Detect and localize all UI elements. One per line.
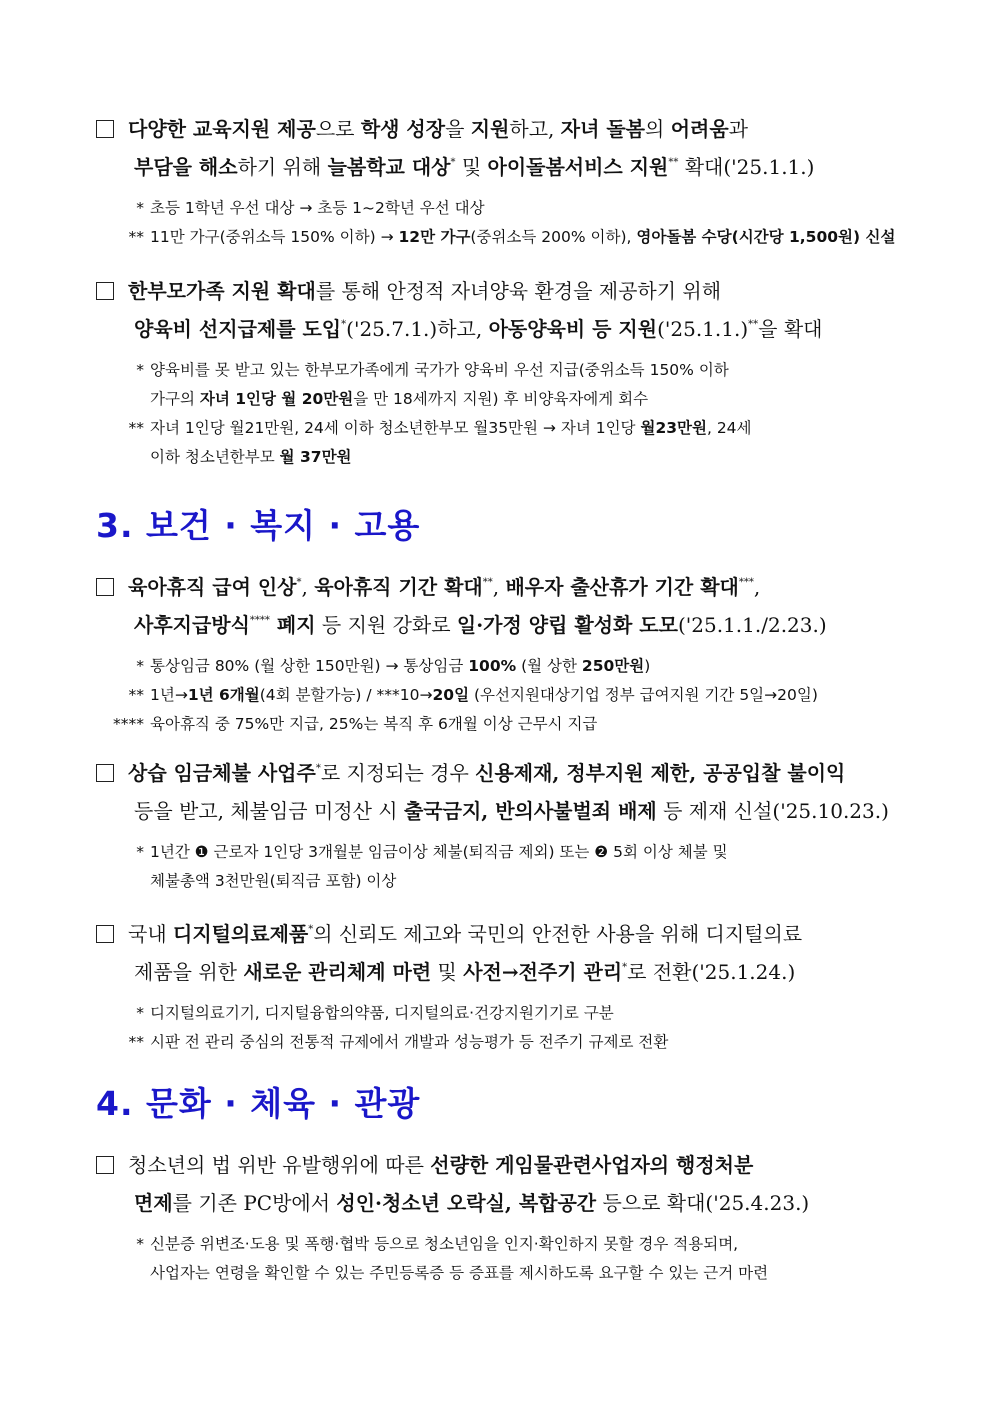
item-line-2 xyxy=(96,606,896,644)
text-span: , xyxy=(492,575,506,599)
text-span: 를 기존 PC방에서 xyxy=(172,1191,337,1215)
footnote-marker: * xyxy=(308,924,314,935)
text-span: 으로 xyxy=(315,117,361,141)
footnote xyxy=(96,194,896,223)
footnote-marker: * xyxy=(296,577,302,588)
text-span: 양육비를 못 받고 있는 한부모가족에게 국가가 양육비 우선 지급(중위소득 150% 이하 xyxy=(150,361,729,379)
bold-text: 새로운 관리체계 마련 xyxy=(243,960,432,984)
text-span: 확대('25.1.1.) xyxy=(678,155,815,179)
text-span: 자녀 1인당 월21만원, 24세 이하 청소년한부모 월35만원 → 자녀 1인당 xyxy=(150,419,641,437)
text-span: , xyxy=(753,575,761,599)
item-line-2 xyxy=(96,792,896,830)
footnote xyxy=(96,710,896,739)
footnote xyxy=(96,223,896,252)
text-span: (우선지원대상기업 정부 급여지원 기간 5일→20일) xyxy=(469,686,818,704)
bold-text: 월 37만원 xyxy=(279,448,352,466)
text-span: 이하 청소년한부모 xyxy=(150,448,280,466)
item-game-business xyxy=(96,1146,896,1288)
checkbox-square-icon xyxy=(96,925,114,943)
text-span: 등을 받고, 체불임금 미정산 시 xyxy=(134,799,404,823)
text-span: 통상임금 80% (월 상한 150만원) → 통상임금 xyxy=(150,657,469,675)
bold-text: 한부모가족 지원 확대 xyxy=(128,279,316,303)
item-line-2 xyxy=(96,310,896,348)
bold-text: 20일 xyxy=(432,686,470,704)
bold-text: 아이돌봄서비스 지원 xyxy=(487,155,669,179)
footnote-continuation xyxy=(150,385,896,414)
bold-text: 상습 임금체불 사업주 xyxy=(128,761,316,785)
item-line-1 xyxy=(128,1153,753,1177)
bold-text: 1년 6개월 xyxy=(187,686,260,704)
bold-text: 성인·청소년 오락실, 복합공간 xyxy=(336,1191,597,1215)
text-span: 의 xyxy=(645,117,671,141)
footnote-marker: * xyxy=(315,763,321,774)
bold-text: 선량한 게임물관련사업자의 행정처분 xyxy=(430,1153,754,1177)
bold-text: 배우자 출산휴가 기간 확대 xyxy=(505,575,739,599)
footnote-list xyxy=(96,194,896,252)
footnote-mark: ** xyxy=(128,419,144,437)
text-span: 및 xyxy=(455,155,488,179)
text-span: 시판 전 관리 중심의 전통적 규제에서 개발과 성능평가 등 전주기 규제로 전환 xyxy=(150,1033,669,1051)
item-line-1 xyxy=(128,761,845,785)
item-line-1 xyxy=(128,279,721,303)
footnote-continuation xyxy=(150,1259,896,1288)
bold-text: 사후지급방식 xyxy=(134,613,250,637)
footnote-continuation xyxy=(150,443,896,472)
text-span: (월 상한 xyxy=(516,657,582,675)
text-span: 로 전환('25.1.24.) xyxy=(627,960,796,984)
bold-text: 영아돌봄 수당(시간당 1,500원) 신설 xyxy=(636,228,896,246)
footnote-mark: * xyxy=(136,361,144,379)
text-span: 과 xyxy=(728,117,748,141)
text-span: 제품을 위한 xyxy=(134,960,244,984)
text-span: 의 신뢰도 제고와 국민의 안전한 사용을 위해 디지털의료 xyxy=(313,922,803,946)
footnote-marker: ** xyxy=(482,577,493,588)
bold-text: 자녀 1인당 월 20만원 xyxy=(199,390,354,408)
footnote-marker: ** xyxy=(668,157,679,168)
item-paragraph xyxy=(96,915,896,991)
bold-text: 일·가정 양립 활성화 도모 xyxy=(456,613,678,637)
item-line-2 xyxy=(96,953,896,991)
footnote xyxy=(96,1230,896,1288)
item-paragraph xyxy=(96,1146,896,1222)
footnote-mark: * xyxy=(136,843,144,861)
section-heading-culture-sports: 4. 문화 · 체육 · 관광 xyxy=(96,1084,421,1123)
text-span: 11만 가구(중위소득 150% 이하) → xyxy=(150,228,399,246)
bold-text: 부담을 해소 xyxy=(134,155,238,179)
text-span: ) xyxy=(644,657,651,675)
footnote xyxy=(96,652,896,681)
footnote-marker: * xyxy=(450,157,456,168)
checkbox-square-icon xyxy=(96,120,114,138)
item-childcare xyxy=(96,110,896,252)
text-span: 을 xyxy=(445,117,471,141)
text-span: 1년→ xyxy=(150,686,188,704)
text-span: ('25.1.1.) xyxy=(657,317,749,341)
checkbox-square-icon xyxy=(96,578,114,596)
text-span: ('25.1.1./2.23.) xyxy=(677,613,827,637)
footnote-list xyxy=(96,1230,896,1288)
footnote xyxy=(96,838,896,896)
text-span: 청소년의 법 위반 유발행위에 따른 xyxy=(128,1153,431,1177)
text-span: 체불총액 3천만원(퇴직금 포함) 이상 xyxy=(150,872,397,890)
bold-text: 100% xyxy=(468,657,517,675)
footnote-mark: * xyxy=(136,199,144,217)
item-digital-medical xyxy=(96,915,896,1057)
footnote-marker: *** xyxy=(738,577,754,588)
footnote-mark: * xyxy=(136,1004,144,1022)
footnote-mark: * xyxy=(136,657,144,675)
footnote xyxy=(96,414,896,472)
item-paragraph xyxy=(96,110,896,186)
text-span: 등 제재 신설('25.10.23.) xyxy=(656,799,889,823)
checkbox-square-icon xyxy=(96,1156,114,1174)
text-span: 하고, xyxy=(509,117,561,141)
footnote-list xyxy=(96,838,896,896)
bold-text: 어려움 xyxy=(670,117,729,141)
text-span: 를 통해 안정적 자녀양육 환경을 제공하기 위해 xyxy=(315,279,722,303)
text-span: 신분증 위변조·도용 및 폭행·협박 등으로 청소년임을 인지·확인하지 못할 경우 적용되며, xyxy=(150,1235,739,1253)
footnote-marker: ** xyxy=(748,319,759,330)
footnote-mark: **** xyxy=(113,715,144,733)
footnote-mark: * xyxy=(136,1235,144,1253)
bold-text: 사전→전주기 관리 xyxy=(463,960,623,984)
text-span: 등으로 확대('25.4.23.) xyxy=(596,1191,810,1215)
footnote xyxy=(96,999,896,1028)
text-span: ('25.7.1.)하고, xyxy=(346,317,489,341)
bold-text: 12만 가구 xyxy=(398,228,471,246)
text-span: 초등 1학년 우선 대상 → 초등 1~2학년 우선 대상 xyxy=(150,199,485,217)
footnote-marker: * xyxy=(341,319,347,330)
text-span: (중위소득 200% 이하), xyxy=(470,228,637,246)
text-span: 을 만 18세까지 지원) 후 비양육자에게 회수 xyxy=(353,390,649,408)
footnote xyxy=(96,1028,896,1057)
footnote-mark: ** xyxy=(128,1033,144,1051)
bold-text: 학생 성장 xyxy=(360,117,446,141)
text-span: 사업자는 연령을 확인할 수 있는 주민등록증 등 증표를 제시하도록 요구할 수 있는 근거 마련 xyxy=(150,1264,769,1282)
text-span: , 24세 xyxy=(706,419,752,437)
text-span: 디지털의료기기, 디지털융합의약품, 디지털의료·건강지원기기로 구분 xyxy=(150,1004,614,1022)
text-span: 을 확대 xyxy=(758,317,823,341)
checkbox-square-icon xyxy=(96,764,114,782)
item-wage-arrears xyxy=(96,754,896,896)
item-paragraph xyxy=(96,568,896,644)
text-span: 가구의 xyxy=(150,390,200,408)
text-span: 로 지정되는 경우 xyxy=(320,761,476,785)
item-line-1 xyxy=(128,575,760,599)
item-paragraph xyxy=(96,754,896,830)
bold-text: 폐지 xyxy=(269,613,316,637)
checkbox-square-icon xyxy=(96,282,114,300)
footnote-mark: ** xyxy=(128,686,144,704)
bold-text: 면제 xyxy=(134,1191,173,1215)
item-line-2 xyxy=(96,1184,896,1222)
bold-text: 출국금지, 반의사불벌죄 배제 xyxy=(403,799,657,823)
footnote-list xyxy=(96,999,896,1057)
text-span: 육아휴직 중 75%만 지급, 25%는 복직 후 6개월 이상 근무시 지급 xyxy=(150,715,598,733)
text-span: 및 xyxy=(431,960,464,984)
text-span: 하기 위해 xyxy=(237,155,328,179)
bold-text: 육아휴직 기간 확대 xyxy=(314,575,483,599)
bold-text: 자녀 돌봄 xyxy=(560,117,645,141)
footnote-list xyxy=(96,652,896,739)
footnote xyxy=(96,356,896,414)
item-line-1 xyxy=(128,117,748,141)
bold-text: 신용제재, 정부지원 제한, 공공입찰 불이익 xyxy=(475,761,846,785)
footnote-marker: **** xyxy=(249,615,270,626)
item-single-parent xyxy=(96,272,896,472)
bold-text: 디지털의료제품 xyxy=(173,922,309,946)
item-line-1 xyxy=(128,922,802,946)
bold-text: 양육비 선지급제를 도입 xyxy=(134,317,342,341)
section-heading-health-welfare: 3. 보건 · 복지 · 고용 xyxy=(96,506,421,545)
bold-text: 월23만원 xyxy=(640,419,707,437)
bold-text: 육아휴직 급여 인상 xyxy=(128,575,297,599)
item-line-2 xyxy=(96,148,896,186)
text-span: (4회 분할가능) / ***10→ xyxy=(259,686,433,704)
bold-text: 늘봄학교 대상 xyxy=(327,155,451,179)
item-parental-leave xyxy=(96,568,896,739)
item-paragraph xyxy=(96,272,896,348)
text-span: 등 지원 강화로 xyxy=(315,613,457,637)
footnote-continuation xyxy=(150,867,896,896)
text-span: 1년간 ❶ 근로자 1인당 3개월분 임금이상 체불(퇴직금 제외) 또는 ❷ 5회 이상 체불 및 xyxy=(150,843,728,861)
text-span: , xyxy=(301,575,315,599)
bold-text: 아동양육비 등 지원 xyxy=(488,317,658,341)
bold-text: 250만원 xyxy=(581,657,645,675)
bold-text: 지원 xyxy=(470,117,510,141)
text-span: 국내 xyxy=(128,922,173,946)
footnote-mark: ** xyxy=(128,228,144,246)
footnote-marker: * xyxy=(622,962,628,973)
footnote-list xyxy=(96,356,896,472)
footnote xyxy=(96,681,896,710)
bold-text: 다양한 교육지원 제공 xyxy=(128,117,316,141)
